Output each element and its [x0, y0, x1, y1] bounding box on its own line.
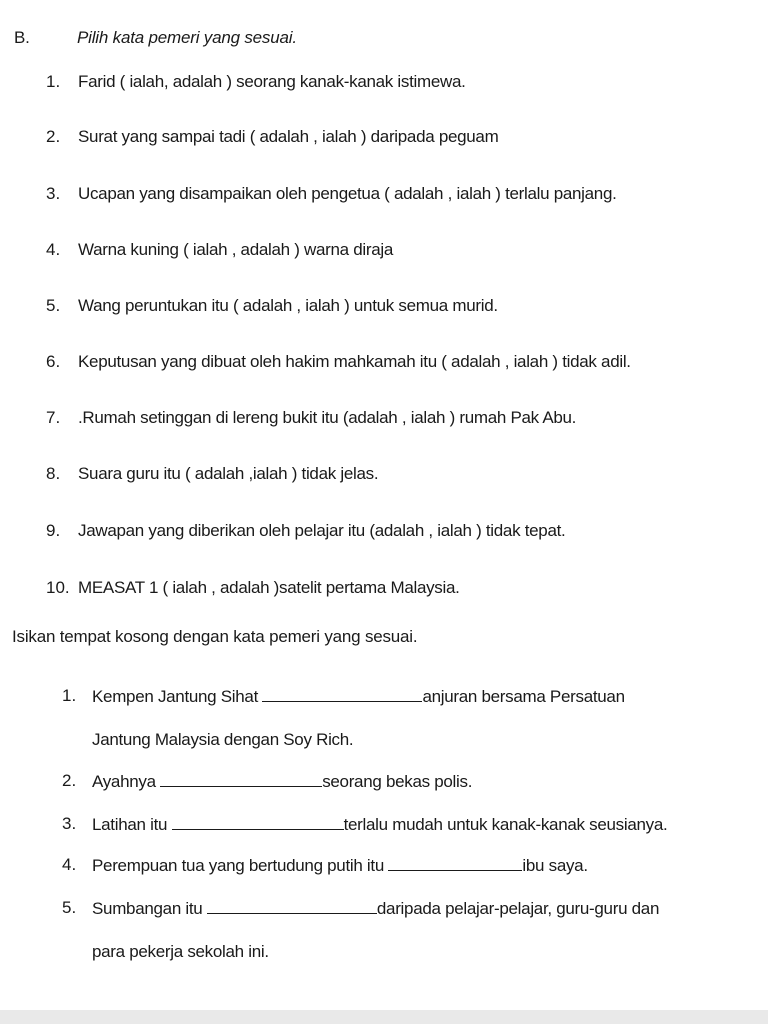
- text-before-blank: Latihan itu: [92, 815, 172, 834]
- text-before-blank: Sumbangan itu: [92, 899, 207, 918]
- question-number: 4.: [62, 855, 77, 874]
- question-number: 7.: [46, 408, 61, 427]
- question-text: Jawapan yang diberikan oleh pelajar itu (adalah , ialah ) tidak tepat.: [78, 521, 566, 540]
- text-before-blank: Perempuan tua yang bertudung putih itu: [92, 856, 389, 875]
- question-number: 5.: [62, 898, 77, 917]
- question-number: 10.: [46, 578, 70, 597]
- answer-blank[interactable]: [388, 855, 522, 871]
- question-text: [92, 898, 659, 919]
- question-text: Keputusan yang dibuat oleh hakim mahkamah itu ( adalah , ialah ) tidak adil.: [78, 352, 631, 371]
- text-after-blank: seorang bekas polis.: [322, 772, 473, 791]
- question-number: 3.: [62, 814, 77, 833]
- question-number: 2.: [62, 771, 77, 790]
- answer-blank[interactable]: [207, 898, 377, 914]
- question-text: [92, 686, 625, 707]
- question-text: MEASAT 1 ( ialah , adalah )satelit pertama Malaysia.: [78, 578, 460, 597]
- question-text: Surat yang sampai tadi ( adalah , ialah ) daripada peguam: [78, 127, 499, 146]
- question-number: 9.: [46, 521, 61, 540]
- question-number: 5.: [46, 296, 61, 315]
- question-continuation: Jantung Malaysia dengan Soy Rich.: [92, 730, 354, 749]
- question-number: 1.: [62, 686, 77, 705]
- page-bottom-edge: [0, 1010, 768, 1024]
- question-text: Ucapan yang disampaikan oleh pengetua ( adalah , ialah ) terlalu panjang.: [78, 184, 617, 203]
- text-after-blank: terlalu mudah untuk kanak-kanak seusianya.: [343, 815, 668, 834]
- text-after-blank: ibu saya.: [522, 856, 588, 875]
- question-text: Suara guru itu ( adalah ,ialah ) tidak jelas.: [78, 464, 379, 483]
- question-number: 8.: [46, 464, 61, 483]
- question-number: 2.: [46, 127, 61, 146]
- question-text: Farid ( ialah, adalah ) seorang kanak-kanak istimewa.: [78, 72, 466, 91]
- question-continuation: para pekerja sekolah ini.: [92, 942, 269, 961]
- answer-blank[interactable]: [172, 814, 344, 830]
- question-text: Warna kuning ( ialah , adalah ) warna diraja: [78, 240, 394, 259]
- question-text: [92, 855, 588, 876]
- section-letter: B.: [14, 28, 30, 47]
- question-text: [92, 814, 667, 835]
- text-before-blank: Kempen Jantung Sihat: [92, 687, 263, 706]
- text-after-blank: daripada pelajar-pelajar, guru-guru dan: [376, 899, 660, 918]
- question-number: 4.: [46, 240, 61, 259]
- question-number: 1.: [46, 72, 61, 91]
- question-text: [92, 771, 472, 792]
- answer-blank[interactable]: [262, 686, 422, 702]
- section-instruction: Pilih kata pemeri yang sesuai.: [77, 28, 297, 47]
- question-text: .Rumah setinggan di lereng bukit itu (adalah , ialah ) rumah Pak Abu.: [78, 408, 577, 427]
- question-number: 6.: [46, 352, 61, 371]
- question-text: Wang peruntukan itu ( adalah , ialah ) untuk semua murid.: [78, 296, 498, 315]
- fill-blank-instruction: Isikan tempat kosong dengan kata pemeri yang sesuai.: [12, 627, 418, 646]
- text-after-blank: anjuran bersama Persatuan: [422, 687, 625, 706]
- answer-blank[interactable]: [160, 771, 322, 787]
- question-number: 3.: [46, 184, 61, 203]
- text-before-blank: Ayahnya: [92, 772, 161, 791]
